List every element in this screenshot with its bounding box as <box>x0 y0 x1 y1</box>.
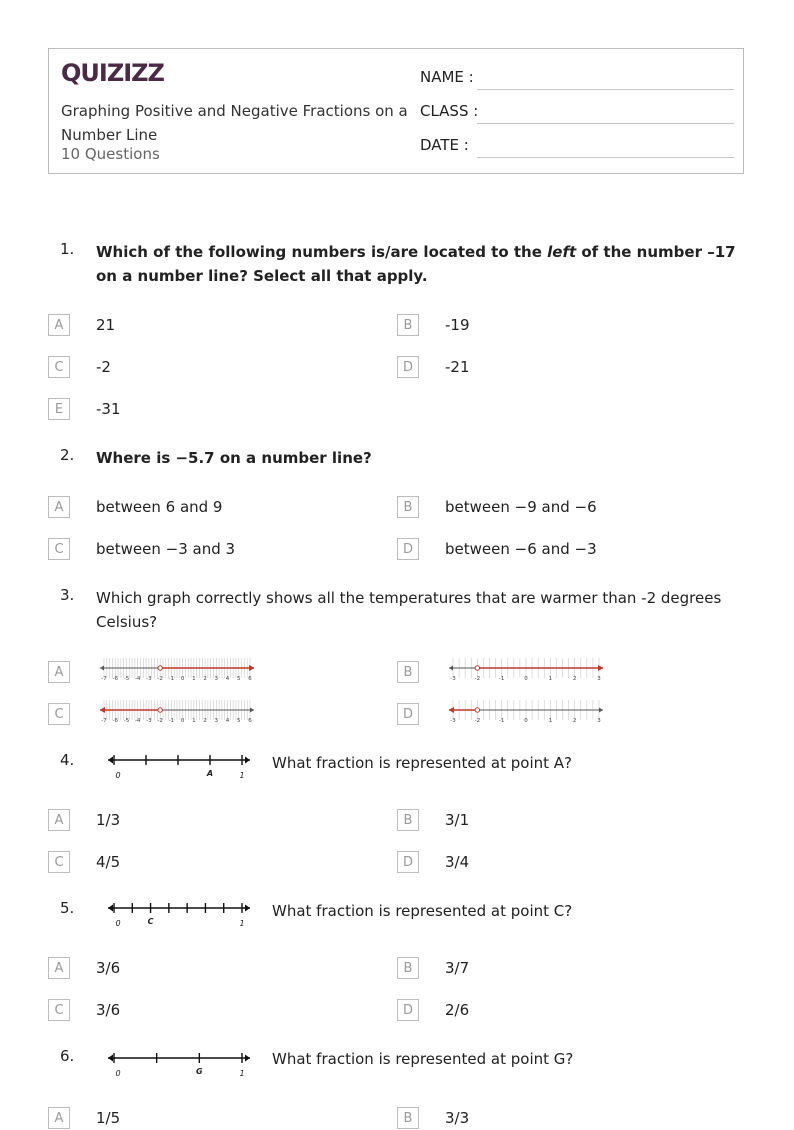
tick-label: -5 <box>123 676 130 682</box>
tick-label: -2 <box>474 676 481 682</box>
start-label: 0 <box>115 919 121 928</box>
name-line[interactable] <box>477 89 734 90</box>
option-letter: D <box>397 999 419 1021</box>
option-a[interactable] <box>48 313 116 337</box>
tick-label: 2 <box>203 676 207 682</box>
arrow-left <box>108 1055 113 1062</box>
class-label: CLASS : <box>420 102 479 120</box>
arrow-right <box>250 708 254 713</box>
point-label: A <box>206 769 214 778</box>
arrow-right <box>245 905 250 912</box>
option-text: 3/4 <box>445 853 470 871</box>
tick-label: 6 <box>248 718 252 724</box>
tick-label: 0 <box>180 676 185 682</box>
option-b[interactable] <box>397 313 470 337</box>
option-letter: D <box>397 356 419 378</box>
option-a[interactable] <box>48 956 121 980</box>
option-letter: B <box>397 496 419 518</box>
end-label: 1 <box>239 919 245 928</box>
worksheet-title: Graphing Positive and Negative Fractions on a Number Line <box>61 102 408 144</box>
quizizz-logo <box>61 58 164 88</box>
arrow-left <box>108 757 113 764</box>
option-text: -21 <box>445 358 470 376</box>
tick-label: -1 <box>168 676 175 682</box>
question-count: 10 Questions <box>61 145 160 163</box>
tick-label: -7 <box>101 676 107 682</box>
date-line[interactable] <box>477 157 734 158</box>
option-a[interactable] <box>48 495 223 519</box>
ray-arrow <box>249 665 254 671</box>
name-label: NAME : <box>420 68 474 86</box>
option-b[interactable] <box>397 660 601 684</box>
tick-label: 6 <box>248 676 252 682</box>
tick-label: -3 <box>146 676 152 682</box>
start-label: 0 <box>115 771 121 780</box>
option-c[interactable] <box>48 850 121 874</box>
tick-label: -3 <box>450 718 456 724</box>
question-1-text <box>96 240 736 288</box>
option-text: 3/3 <box>445 1109 470 1127</box>
option-c[interactable] <box>48 702 252 726</box>
fraction-number-line-c <box>104 896 254 930</box>
option-text: 1/3 <box>96 811 121 829</box>
tick-label: -2 <box>157 676 163 682</box>
option-b[interactable] <box>397 495 597 519</box>
option-letter: E <box>48 398 70 420</box>
option-text: 3/7 <box>445 959 470 977</box>
option-text: 1/5 <box>96 1109 121 1127</box>
option-text: 4/5 <box>96 853 121 871</box>
option-text: 3/6 <box>96 1001 121 1019</box>
option-c[interactable] <box>48 998 121 1022</box>
question-number: 5. <box>60 899 75 917</box>
date-field[interactable] <box>420 134 734 158</box>
arrow-left <box>108 905 113 912</box>
option-letter: A <box>48 496 70 518</box>
question-2-text: Where is −5.7 on a number line? <box>96 449 372 467</box>
question-3-text: Which graph correctly shows all the temperatures that are warmer than -2 degrees Celsius? <box>96 589 722 631</box>
ray-arrow <box>449 707 454 713</box>
open-point <box>158 666 162 670</box>
arrow-right <box>245 1055 250 1062</box>
option-letter: C <box>48 538 70 560</box>
option-b[interactable] <box>397 808 470 832</box>
tick-label: -6 <box>112 718 118 724</box>
number-line-graph-a <box>96 656 258 686</box>
tick-label: 1 <box>192 718 196 724</box>
option-e[interactable] <box>48 397 121 421</box>
class-field[interactable] <box>420 100 734 124</box>
tick-label: 3 <box>214 718 219 724</box>
tick-label: -3 <box>146 718 152 724</box>
option-b[interactable] <box>397 1106 470 1130</box>
date-label: DATE : <box>420 136 469 154</box>
tick-label: 4 <box>225 676 230 682</box>
option-text: -31 <box>96 400 121 418</box>
tick-label: 5 <box>237 718 241 724</box>
svg-text:QUIZIZZ: QUIZIZZ <box>61 59 164 87</box>
tick-label: 0 <box>524 718 528 724</box>
question-number: 1. <box>60 240 75 258</box>
quizizz-logo-mark <box>61 59 164 87</box>
tick-label: 2 <box>203 718 207 724</box>
option-letter: B <box>397 809 419 831</box>
question-5-text: What fraction is represented at point C? <box>272 902 573 920</box>
question-text-part: Which of the following numbers is/are located to the <box>96 243 548 261</box>
arrow-right <box>245 757 250 764</box>
open-point <box>158 708 162 712</box>
arrow-left <box>449 666 453 671</box>
tick-label: -4 <box>134 676 141 682</box>
option-b[interactable] <box>397 956 470 980</box>
option-letter: B <box>397 957 419 979</box>
option-letter: B <box>397 1107 419 1129</box>
tick-label: -3 <box>450 676 456 682</box>
option-c[interactable] <box>48 537 236 561</box>
option-a[interactable] <box>48 660 252 684</box>
option-letter: A <box>48 314 70 336</box>
option-letter: C <box>48 703 70 725</box>
question-number: 2. <box>60 446 75 464</box>
tick-label: 0 <box>524 676 528 682</box>
tick-label: -2 <box>474 718 481 724</box>
option-text: between −9 and −6 <box>445 498 597 516</box>
option-d[interactable] <box>397 355 470 379</box>
option-letter: D <box>397 851 419 873</box>
tick-label: 3 <box>597 676 601 682</box>
tick-label: 3 <box>214 676 219 682</box>
start-label: 0 <box>115 1069 121 1078</box>
question-text-emphasis: left <box>547 243 577 261</box>
question-text-part: of the number –17 on a number line? Select all that apply. <box>96 243 736 285</box>
fraction-number-line-g <box>104 1046 254 1082</box>
option-text: between 6 and 9 <box>96 498 223 516</box>
option-letter: A <box>48 661 70 683</box>
option-text: 2/6 <box>445 1001 470 1019</box>
tick-label: 1 <box>192 676 196 682</box>
tick-label: -4 <box>134 718 141 724</box>
open-point <box>475 708 479 712</box>
option-letter: A <box>48 1107 70 1129</box>
option-d[interactable] <box>397 850 470 874</box>
number-line-graph-b <box>445 656 607 686</box>
question-number: 4. <box>60 751 75 769</box>
option-letter: C <box>48 851 70 873</box>
class-line[interactable] <box>477 123 734 124</box>
tick-label: 2 <box>572 676 577 682</box>
arrow-left <box>100 666 104 671</box>
point-label: C <box>147 917 154 926</box>
tick-label: -7 <box>101 718 107 724</box>
question-number: 3. <box>60 586 75 604</box>
option-d[interactable] <box>397 998 470 1022</box>
option-d[interactable] <box>397 537 597 561</box>
option-text: 3/6 <box>96 959 121 977</box>
tick-label: -1 <box>498 676 505 682</box>
tick-label: -2 <box>157 718 163 724</box>
option-text: -2 <box>96 358 111 376</box>
option-letter: B <box>397 314 419 336</box>
tick-label: -6 <box>112 676 118 682</box>
point-label: G <box>196 1067 203 1076</box>
option-letter: C <box>48 356 70 378</box>
number-line-graph-d <box>445 698 607 728</box>
end-label: 1 <box>239 1069 245 1078</box>
option-text: -19 <box>445 316 470 334</box>
option-text: 21 <box>96 316 116 334</box>
name-field[interactable] <box>420 66 734 90</box>
option-d[interactable] <box>397 702 601 726</box>
question-6-text: What fraction is represented at point G? <box>272 1050 574 1068</box>
tick-label: 1 <box>548 676 553 682</box>
tick-label: 3 <box>597 718 601 724</box>
tick-label: 5 <box>237 676 241 682</box>
tick-label: -5 <box>123 718 130 724</box>
arrow-right <box>599 708 603 713</box>
option-letter: C <box>48 999 70 1021</box>
option-letter: D <box>397 703 419 725</box>
number-line-graph-c <box>96 698 258 728</box>
question-4-text: What fraction is represented at point A? <box>272 754 573 772</box>
option-a[interactable] <box>48 1106 121 1130</box>
tick-label: 4 <box>225 718 230 724</box>
option-letter: A <box>48 957 70 979</box>
tick-label: -1 <box>168 718 175 724</box>
option-c[interactable] <box>48 355 111 379</box>
tick-label: 1 <box>548 718 553 724</box>
tick-label: 0 <box>180 718 185 724</box>
ray-arrow <box>598 665 603 671</box>
option-letter: B <box>397 661 419 683</box>
option-a[interactable] <box>48 808 121 832</box>
option-letter: A <box>48 809 70 831</box>
option-text: 3/1 <box>445 811 470 829</box>
fraction-number-line-a <box>104 748 254 782</box>
tick-label: -1 <box>498 718 505 724</box>
ray-arrow <box>100 707 105 713</box>
end-label: 1 <box>239 771 245 780</box>
option-text: between −6 and −3 <box>445 540 597 558</box>
option-letter: D <box>397 538 419 560</box>
open-point <box>475 666 479 670</box>
question-number: 6. <box>60 1047 75 1065</box>
tick-label: 2 <box>572 718 577 724</box>
option-text: between −3 and 3 <box>96 540 236 558</box>
